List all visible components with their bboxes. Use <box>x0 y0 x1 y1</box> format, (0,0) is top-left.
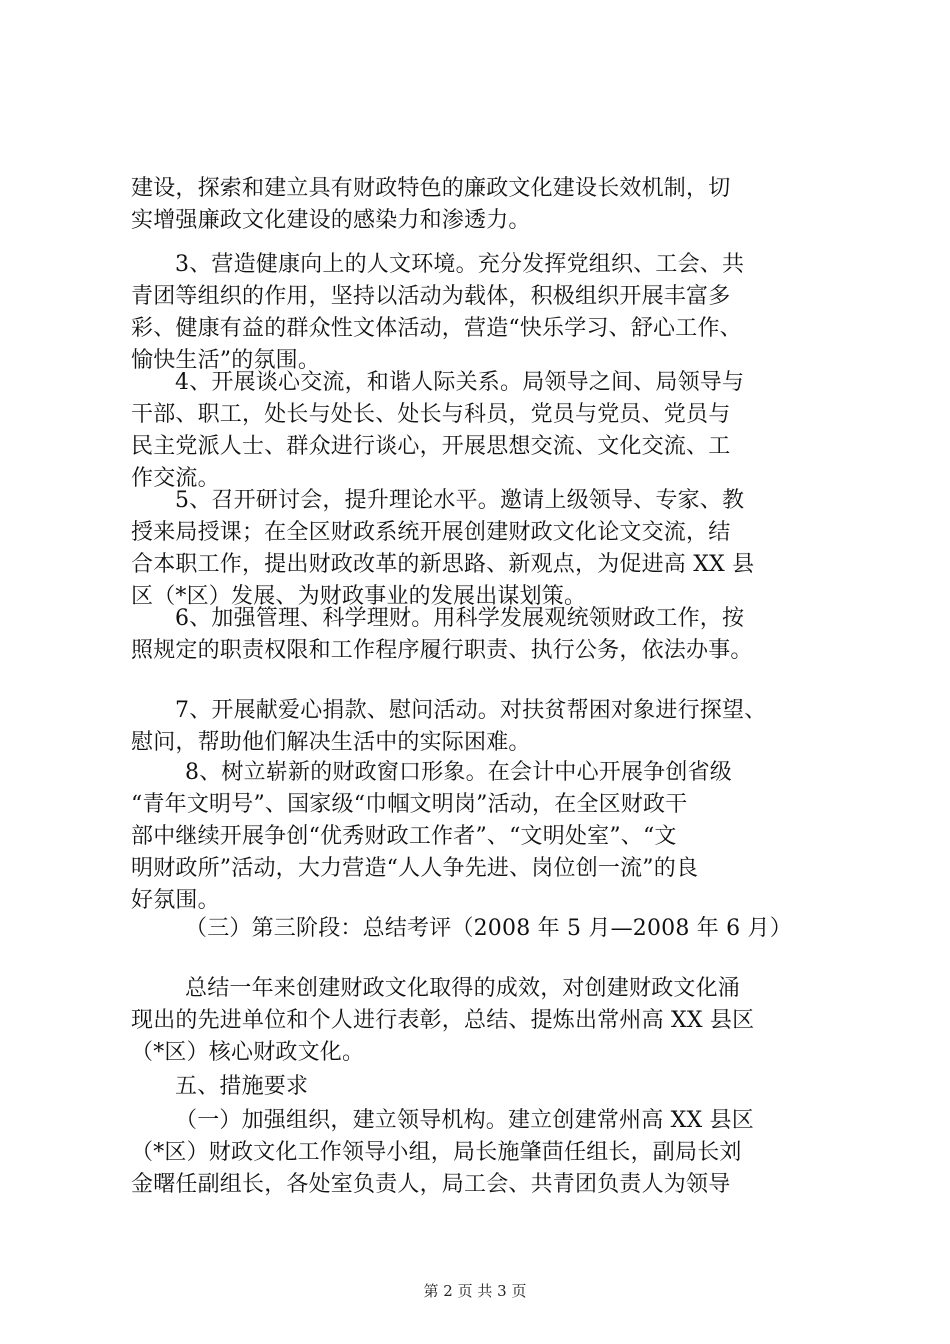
section-heading: 五、措施要求 <box>175 1074 309 1099</box>
text-line: “青年文明号”、国家级“巾帼文明岗”活动，在全区财政干 <box>131 792 688 817</box>
text-line: 合本职工作，提出财政改革的新思路、新观点，为促进高 XX 县 <box>131 552 755 577</box>
text-line: 民主党派人士、群众进行谈心，开展思想交流、文化交流、工 <box>131 434 731 459</box>
text-line: 5、召开研讨会，提升理论水平。邀请上级领导、专家、教 <box>175 488 745 513</box>
text-line: 好氛围。 <box>131 888 220 913</box>
text-line: 部中继续开展争创“优秀财政工作者”、“文明处室”、“文 <box>131 824 677 849</box>
text-line: 金曙任副组长，各处室负责人，局工会、共青团负责人为领导 <box>131 1172 731 1197</box>
text-line: 授来局授课；在全区财政系统开展创建财政文化论文交流，结 <box>131 520 731 545</box>
text-line: 彩、健康有益的群众性文体活动，营造“快乐学习、舒心工作、 <box>131 316 742 341</box>
text-line: 青团等组织的作用，坚持以活动为载体，积极组织开展丰富多 <box>131 284 731 309</box>
text-line: 建设，探索和建立具有财政特色的廉政文化建设长效机制，切 <box>131 176 731 201</box>
text-line: （*区）核心财政文化。 <box>131 1040 365 1065</box>
text-line: 区（*区）发展、为财政事业的发展出谋划策。 <box>131 584 587 609</box>
page-number-footer: 第 2 页 共 3 页 <box>423 1282 527 1300</box>
text-line: 8、树立崭新的财政窗口形象。在会计中心开展争创省级 <box>185 760 732 785</box>
text-line: 现出的先进单位和个人进行表彰，总结、提炼出常州高 XX 县区 <box>131 1008 755 1033</box>
text-line: 慰问，帮助他们解决生活中的实际困难。 <box>131 730 531 755</box>
text-line: 总结一年来创建财政文化取得的成效，对创建财政文化涌 <box>185 976 741 1001</box>
text-line: 干部、职工，处长与处长、处长与科员，党员与党员、党员与 <box>131 402 731 427</box>
text-line: 3、营造健康向上的人文环境。充分发挥党组织、工会、共 <box>175 252 745 277</box>
text-line: 6、加强管理、科学理财。用科学发展观统领财政工作，按 <box>175 606 745 631</box>
text-line: 作交流。 <box>131 466 220 491</box>
text-line: 7、开展献爱心捐款、慰问活动。对扶贫帮困对象进行探望、 <box>175 698 767 723</box>
section-heading: （三）第三阶段：总结考评（2008 年 5 月—2008 年 6 月） <box>185 916 792 941</box>
text-line: 明财政所”活动，大力营造“人人争先进、岗位创一流”的良 <box>131 856 699 881</box>
text-line: 愉快生活”的氛围。 <box>131 348 321 373</box>
text-line: 照规定的职责权限和工作程序履行职责、执行公务，依法办事。 <box>131 638 753 663</box>
text-line: 4、开展谈心交流，和谐人际关系。局领导之间、局领导与 <box>175 370 745 395</box>
text-line: （一）加强组织，建立领导机构。建立创建常州高 XX 县区 <box>175 1108 754 1133</box>
text-line: 实增强廉政文化建设的感染力和渗透力。 <box>131 208 531 233</box>
text-line: （*区）财政文化工作领导小组，局长施肇茴任组长，副局长刘 <box>131 1140 742 1165</box>
